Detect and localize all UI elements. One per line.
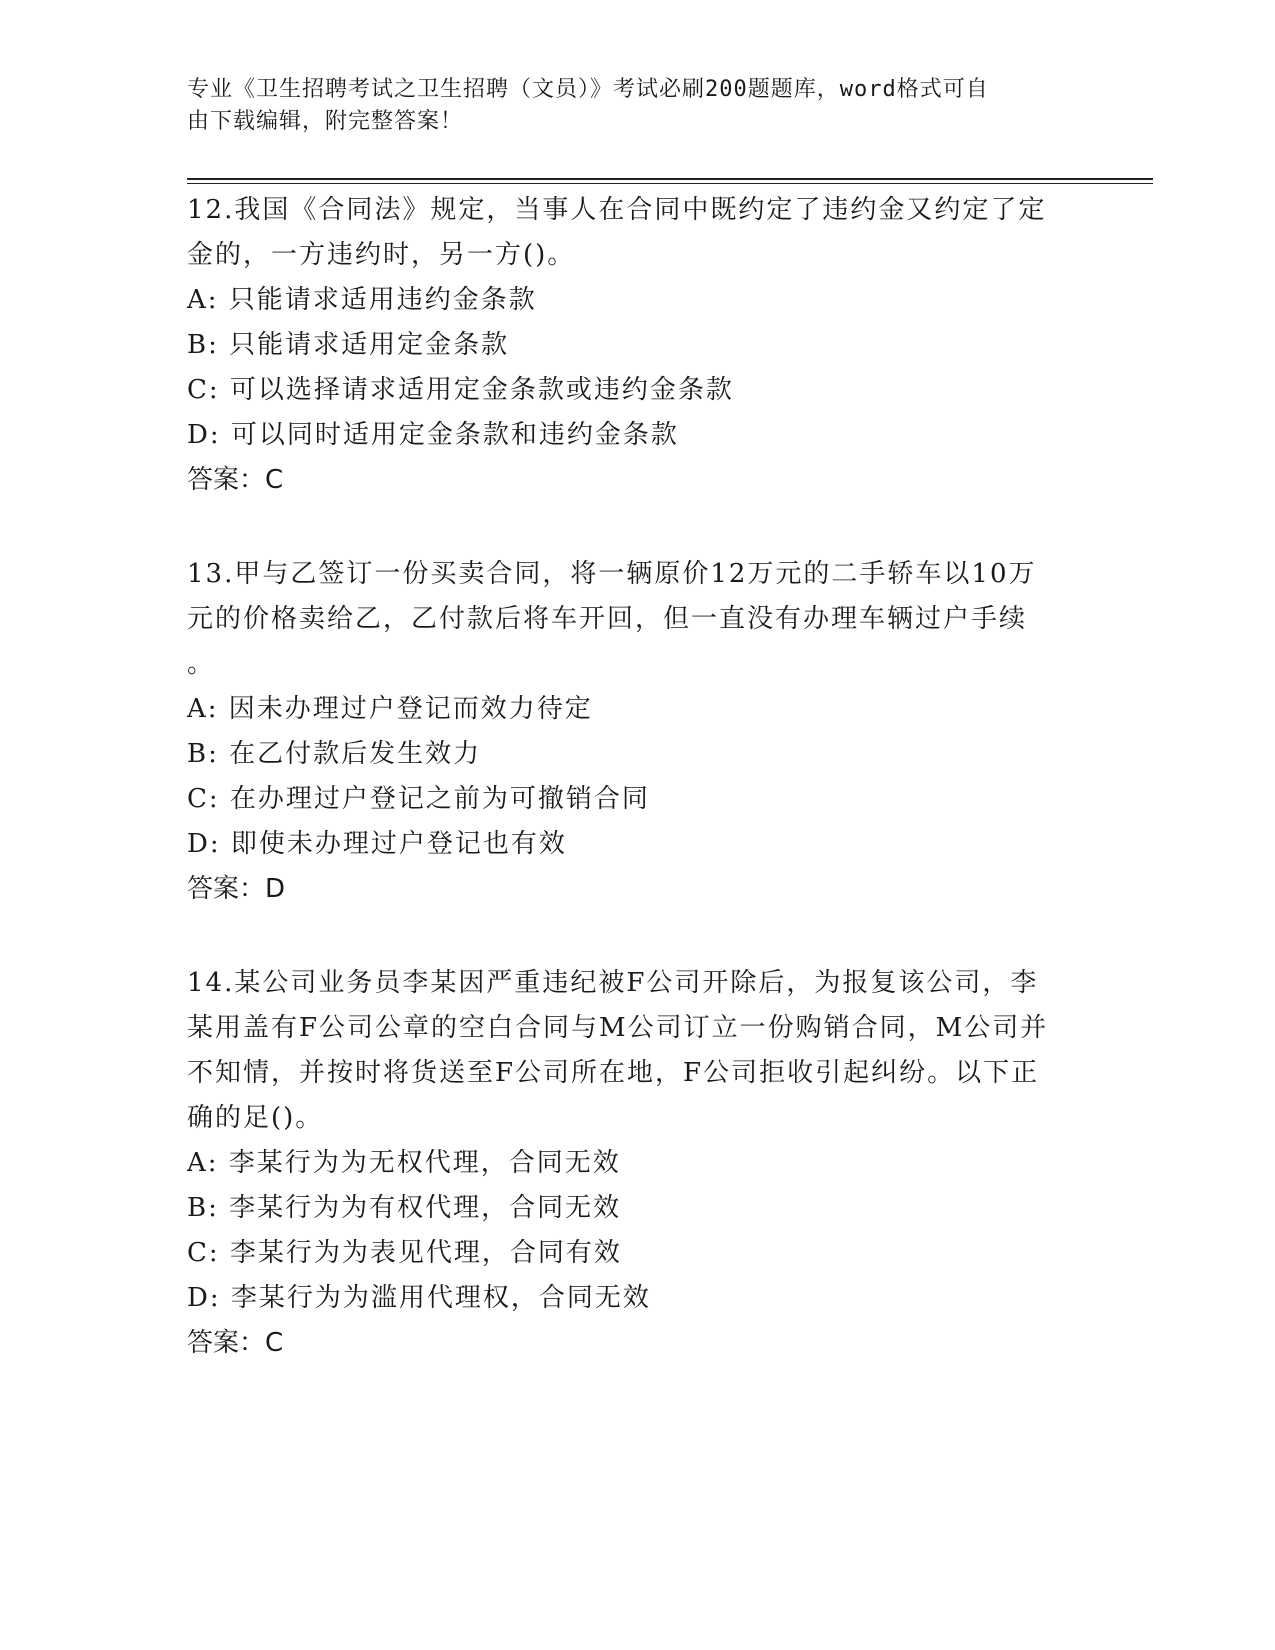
question-stem-line: 确的足()。: [187, 1103, 324, 1133]
question-stem-line: 12.我国《合同法》规定，当事人在合同中既约定了违约金又约定了定: [187, 195, 1047, 225]
option-d: D: 可以同时适用定金条款和违约金条款: [187, 420, 679, 450]
answer-line: 答案：C: [187, 1328, 284, 1358]
question-stem-line: 元的价格卖给乙，乙付款后将车开回，但一直没有办理车辆过户手续: [187, 604, 1028, 634]
question-13: [187, 552, 1077, 912]
option-d: D: 即使未办理过户登记也有效: [187, 829, 567, 859]
question-stem-line: 某用盖有F公司公章的空白合同与M公司订立一份购销合同，M公司并: [187, 1013, 1049, 1043]
question-14: [187, 961, 1077, 1366]
option-c: C: 李某行为为表见代理，合同有效: [187, 1238, 622, 1268]
header-line-1: 专业《卫生招聘考试之卫生招聘（文员）》考试必刷200题题库，word格式可自: [187, 77, 989, 102]
question-12: [187, 188, 1077, 503]
document-header: [187, 74, 1067, 138]
option-a: A: 只能请求适用违约金条款: [187, 285, 537, 315]
answer-line: 答案：C: [187, 465, 284, 495]
question-stem-line: 14.某公司业务员李某因严重违纪被F公司开除后，为报复该公司，李: [187, 968, 1039, 998]
header-line-2: 由下载编辑，附完整答案！: [187, 109, 464, 134]
option-d: D: 李某行为为滥用代理权，合同无效: [187, 1283, 651, 1313]
question-stem-line: 13.甲与乙签订一份买卖合同，将一辆原价12万元的二手轿车以10万: [187, 559, 1037, 589]
question-stem-line: 金的，一方违约时，另一方()。: [187, 240, 576, 270]
option-a: A: 李某行为为无权代理，合同无效: [187, 1148, 621, 1178]
option-c: C: 在办理过户登记之前为可撤销合同: [187, 784, 650, 814]
option-a: A: 因未办理过户登记而效力待定: [187, 694, 593, 724]
option-b: B: 李某行为为有权代理，合同无效: [187, 1193, 622, 1223]
answer-line: 答案：D: [187, 874, 286, 904]
option-b: B: 在乙付款后发生效力: [187, 739, 482, 769]
option-b: B: 只能请求适用定金条款: [187, 330, 510, 360]
header-divider-thick: [187, 178, 1153, 180]
option-c: C: 可以选择请求适用定金条款或违约金条款: [187, 375, 734, 405]
question-stem-line: 不知情，并按时将货送至F公司所在地，F公司拒收引起纠纷。以下正: [187, 1058, 1040, 1088]
question-stem-line: 。: [187, 649, 216, 679]
header-divider-thin: [187, 183, 1153, 184]
